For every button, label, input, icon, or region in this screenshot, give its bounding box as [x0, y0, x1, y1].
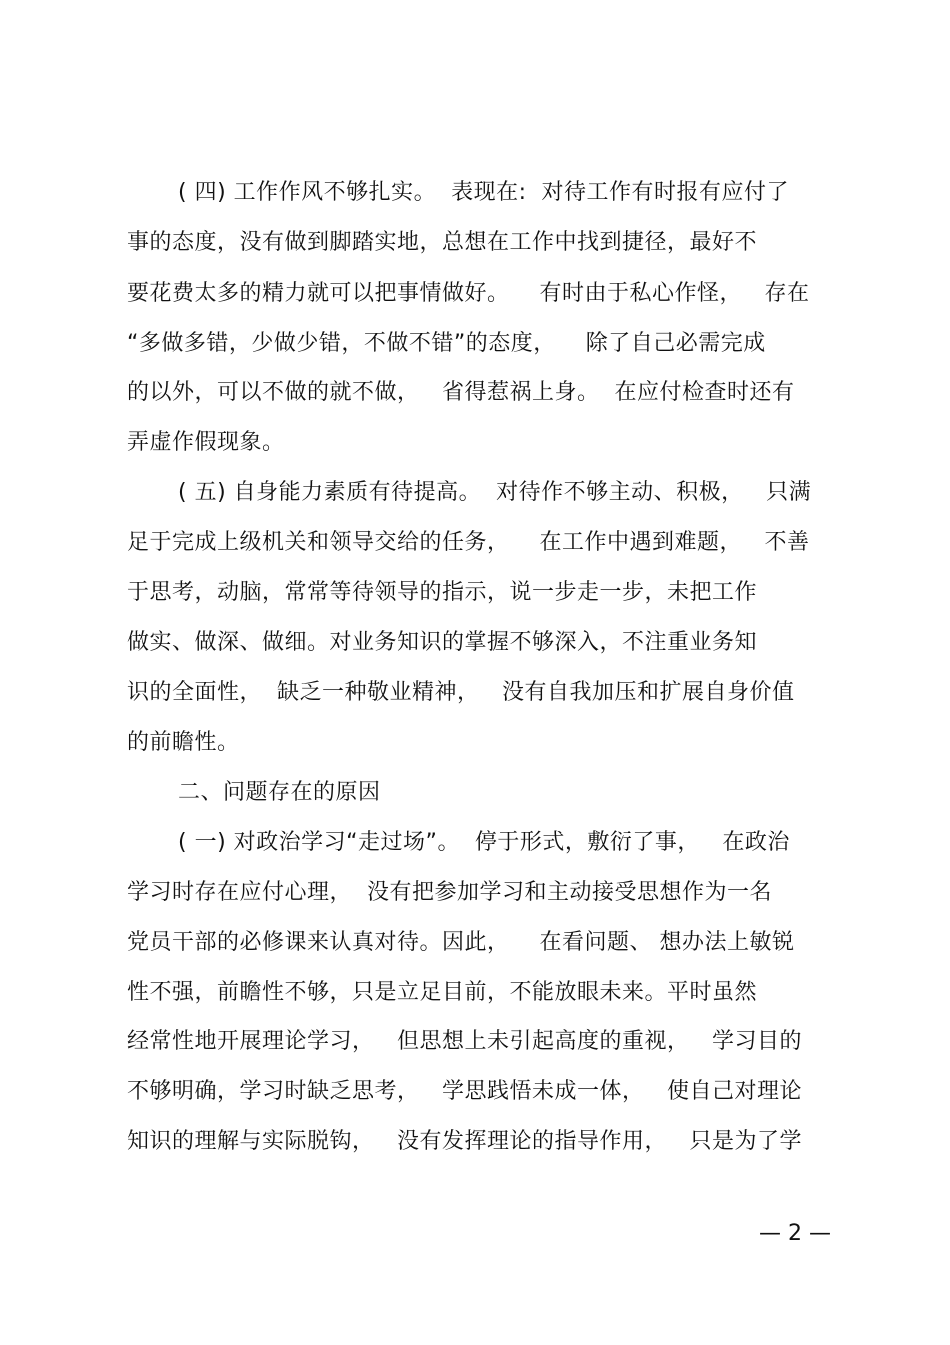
text-line: 知识的理解与实际脱钩， 没有发挥理论的指导作用， 只是为了学 — [127, 1129, 802, 1154]
text-line: 做实、做深、做细。对业务知识的掌握不够深入，不注重业务知 — [127, 630, 758, 655]
text-line: 性不强，前瞻性不够，只是立足目前，不能放眼未来。平时虽然 — [127, 980, 758, 1005]
page-number: — 2 — — [759, 1221, 831, 1246]
text-line: 经常性地开展理论学习， 但思想上未引起高度的重视， 学习目的 — [127, 1029, 802, 1054]
text-line: “多做多错，少做少错，不做不错”的态度， 除了自己必需完成 — [127, 331, 766, 356]
text-line: ( 四) 工作作风不够扎实。 表现在: 对待工作有时报有应付了 — [178, 180, 790, 205]
text-line: 不够明确，学习时缺乏思考， 学思践悟未成一体， 使自己对理论 — [127, 1079, 802, 1104]
text-line: ( 一) 对政治学习“走过场”。 停于形式，敷衍了事， 在政治 — [178, 830, 790, 855]
text-line: 党员干部的必修课来认真对待。因此， 在看问题、 想办法上敏锐 — [127, 930, 795, 955]
text-line: 的前瞻性。 — [127, 730, 240, 755]
text-line: 的以外，可以不做的就不做， 省得惹祸上身。 在应付检查时还有 — [127, 380, 795, 405]
text-line: 要花费太多的精力就可以把事情做好。 有时由于私心作怪， 存在 — [127, 281, 810, 306]
text-line: 足于完成上级机关和领导交给的任务， 在工作中遇到难题， 不善 — [127, 530, 810, 555]
text-line: 学习时存在应付心理， 没有把参加学习和主动接受思想作为一名 — [127, 880, 772, 905]
text-line: 识的全面性， 缺乏一种敬业精神， 没有自我加压和扩展自身价值 — [127, 680, 795, 705]
text-line: 于思考，动脑，常常等待领导的指示，说一步走一步，未把工作 — [127, 580, 758, 605]
text-line: ( 五) 自身能力素质有待提高。 对待作不够主动、积极， 只满 — [178, 480, 812, 505]
section-heading: 二、问题存在的原因 — [178, 780, 381, 805]
text-line: 弄虚作假现象。 — [127, 430, 285, 455]
text-line: 事的态度，没有做到脚踏实地，总想在工作中找到捷径，最好不 — [127, 230, 758, 255]
